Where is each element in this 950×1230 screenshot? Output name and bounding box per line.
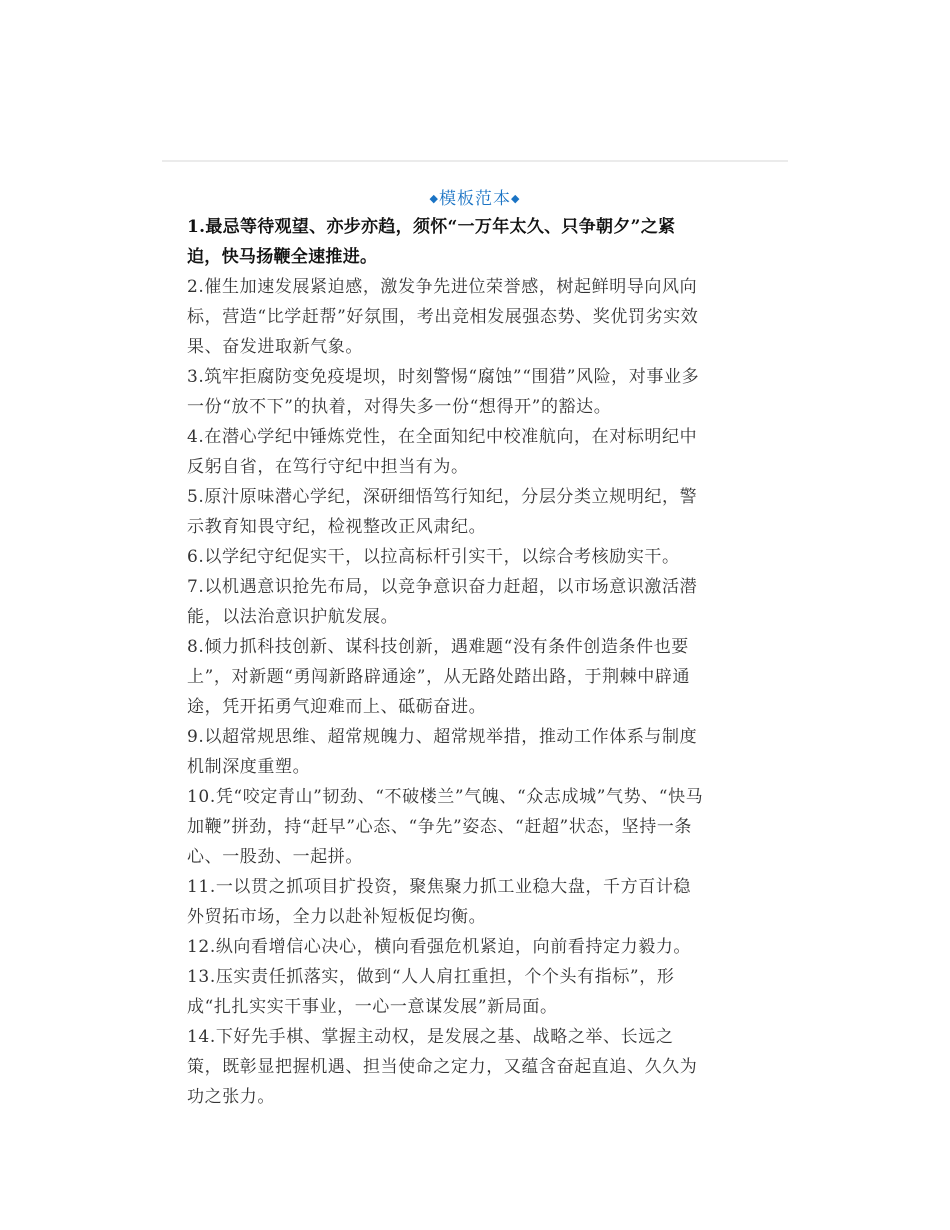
text-line: 8.倾力抓科技创新、谋科技创新，遇难题“没有条件创造条件也要	[187, 637, 689, 657]
text-line: 9.以超常规思维、超常规魄力、超常规举措，推动工作体系与制度	[187, 727, 698, 747]
header-divider	[162, 160, 788, 162]
list-item	[187, 932, 777, 962]
text-line: 5.原汁原味潜心学纪，深研细悟笃行知纪，分层分类立规明纪，警	[187, 487, 698, 507]
title-text: 模板范本	[439, 189, 511, 209]
text-line: 3.筑牢拒腐防变免疫堤坝，时刻警惕“腐蚀”“围猎”风险，对事业多	[187, 367, 700, 387]
list-item	[187, 722, 777, 782]
diamond-icon: ◆	[429, 192, 439, 205]
text-line: 示教育知畏守纪，检视整改正风肃纪。	[187, 517, 487, 537]
text-line: 上”，对新题“勇闯新路辟通途”，从无路处踏出路，于荆棘中辟通	[187, 667, 691, 687]
text-line: 2.催生加速发展紧迫感，激发争先进位荣誉感，树起鲜明导向风向	[187, 277, 698, 297]
text-line: 迫，快马扬鞭全速推进。	[187, 247, 378, 267]
text-line: 14.下好先手棋、掌握主动权，是发展之基、战略之举、长远之	[187, 1027, 674, 1047]
text-line: 10.凭“咬定青山”韧劲、“不破楼兰”气魄、“众志成城”气势、“快马	[187, 787, 704, 807]
text-line: 反躬自省，在笃行守纪中担当有为。	[187, 457, 469, 477]
list-item	[187, 1022, 777, 1112]
text-line: 功之张力。	[187, 1087, 275, 1107]
text-line: 一份“放不下”的执着，对得失多一份“想得开”的豁达。	[187, 397, 612, 417]
text-line: 4.在潜心学纪中锤炼党性，在全面知纪中校准航向，在对标明纪中	[187, 427, 698, 447]
text-line: 策，既彰显把握机遇、担当使命之定力，又蕴含奋起直追、久久为	[187, 1057, 698, 1077]
list-item	[187, 572, 777, 632]
text-line: 6.以学纪守纪促实干，以拉高标杆引实干，以综合考核励实干。	[187, 547, 680, 567]
document-body	[187, 212, 777, 1112]
list-item	[187, 272, 777, 362]
text-line: 标，营造“比学赶帮”好氛围，考出竞相发展强态势、奖优罚劣实效	[187, 307, 699, 327]
list-item	[187, 362, 777, 422]
text-line: 外贸拓市场，全力以赴补短板促均衡。	[187, 907, 487, 927]
list-item	[187, 782, 777, 872]
text-line: 13.压实责任抓落实，做到“人人肩扛重担，个个头有指标”，形	[187, 967, 675, 987]
text-line: 12.纵向看增信心决心，横向看强危机紧迫，向前看持定力毅力。	[187, 937, 692, 957]
text-line: 11.一以贯之抓项目扩投资，聚焦聚力抓工业稳大盘，千方百计稳	[187, 877, 692, 897]
text-line: 1.最忌等待观望、亦步亦趋，须怀“一万年太久、只争朝夕”之紧	[187, 217, 676, 237]
text-line: 7.以机遇意识抢先布局，以竞争意识奋力赶超，以市场意识激活潜	[187, 577, 698, 597]
text-line: 机制深度重塑。	[187, 757, 311, 777]
list-item	[187, 482, 777, 542]
list-item	[187, 422, 777, 482]
text-line: 果、奋发进取新气象。	[187, 337, 363, 357]
list-item	[187, 542, 777, 572]
list-item	[187, 872, 777, 932]
text-line: 途，凭开拓勇气迎难而上、砥砺奋进。	[187, 697, 487, 717]
text-line: 成“扎扎实实干事业，一心一意谋发展”新局面。	[187, 997, 558, 1017]
text-line: 能，以法治意识护航发展。	[187, 607, 399, 627]
text-line: 心、一股劲、一起拼。	[187, 847, 363, 867]
diamond-icon: ◆	[511, 192, 521, 205]
list-item	[187, 962, 777, 1022]
list-item	[187, 632, 777, 722]
document-title	[0, 184, 950, 209]
list-item	[187, 212, 777, 272]
text-line: 加鞭”拼劲，持“赶早”心态、“争先”姿态、“赶超”状态，坚持一条	[187, 817, 693, 837]
